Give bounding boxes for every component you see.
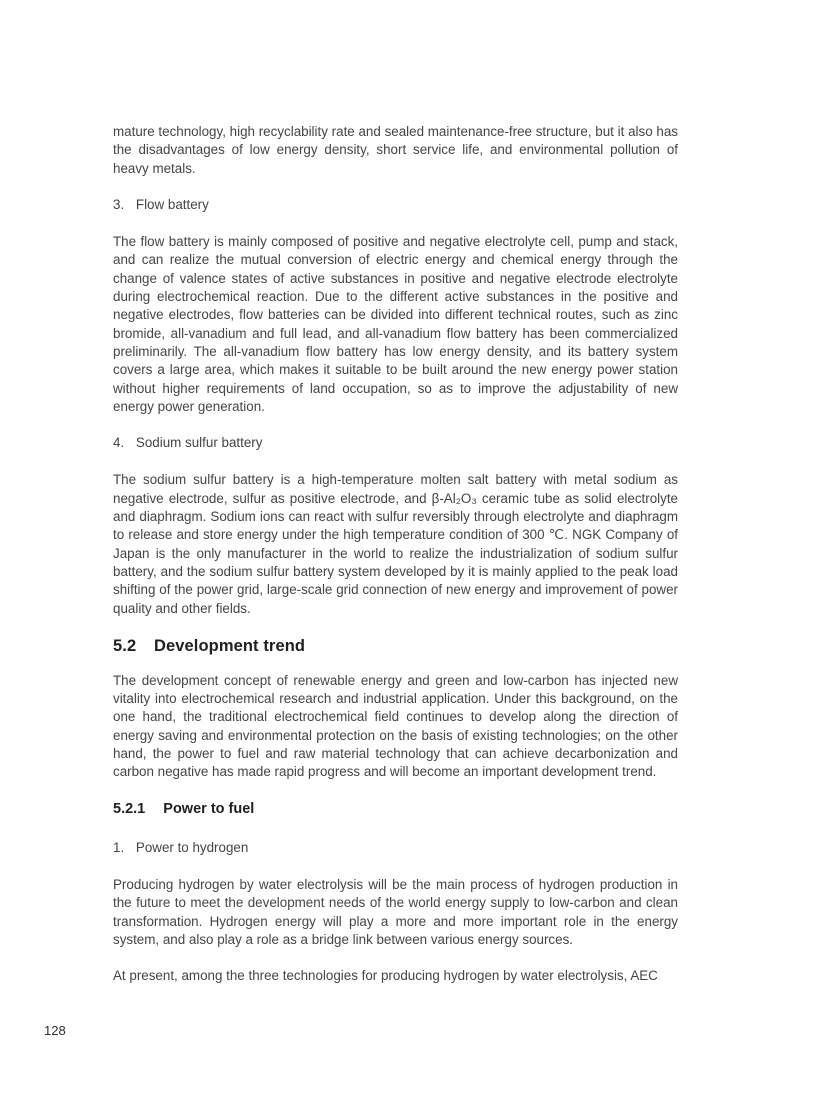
section-5-2-1-number: 5.2.1 — [113, 800, 146, 817]
flow-battery-subheading — [113, 196, 678, 214]
page-content — [113, 123, 678, 985]
section-5-2-title: Development trend — [153, 636, 306, 655]
sodium-sulfur-item-title: Sodium sulfur battery — [135, 435, 263, 451]
intro-paragraph: mature technology, high recyclability rate and sealed maintenance-free structure, but it also has the disadvantages of low energy density, short service life, and environmental pollution of heavy metals. — [113, 124, 678, 176]
section-5-2-number: 5.2 — [113, 636, 137, 655]
power-to-hydrogen-item-title: Power to hydrogen — [135, 839, 249, 855]
sodium-sulfur-subheading — [113, 434, 678, 452]
power-to-hydrogen-subheading — [113, 839, 678, 857]
section-5-2-1-heading — [113, 800, 678, 818]
flow-battery-paragraph: The flow battery is mainly composed of positive and negative electrolyte cell, pump and stack, and can realize the mutual conversion of electric energy and chemical energy through the change of valence states of active substances in positive and negative electrode electrolyte during electrochemical reaction. Due to the different active substances in the positive and negative electrodes, flow batteries can be divided into different technical routes, such as zinc bromide, all-vanadium and full lead, and all-vanadium flow battery has been commercialized preliminarily. The all-vanadium flow battery has low energy density, and its battery system covers a large area, which makes it suitable to be built around the new energy power station without higher requirements of land occupation, so as to improve the adjustability of new energy power generation. — [113, 234, 678, 414]
page-number: 128 — [44, 1023, 66, 1038]
sodium-sulfur-paragraph: The sodium sulfur battery is a high-temperature molten salt battery with metal sodium as negative electrode, sulfur as positive electrode, and β-Al₂O₃ ceramic tube as solid electrolyte and diaphragm. Sodium ions can react with sulfur reversibly through electrolyte and diaphragm to release and store energy under the high temperature condition of 300 ℃. NGK Company of Japan is the only manufacturer in the world to realize the industrialization of sodium sulfur battery, and the sodium sulfur battery system developed by it is mainly applied to the peak load shifting of the power grid, large-scale grid connection of new energy and improvement of power quality and other fields. — [113, 472, 678, 616]
section-5-2-heading — [113, 636, 678, 656]
flow-battery-item-title: Flow battery — [135, 196, 209, 212]
sodium-sulfur-item-number: 4. — [113, 435, 125, 451]
power-to-hydrogen-paragraph-2: At present, among the three technologies for producing hydrogen by water electrolysis, AEC — [113, 968, 658, 984]
development-trend-paragraph: The development concept of renewable energy and green and low-carbon has injected new vitality into electrochemical research and industrial application. Under this background, on the one hand, the traditional electrochemical field continues to develop along the direction of energy saving and environmental protection on the basis of existing technologies; on the other hand, the power to fuel and raw material technology that can achieve decarbonization and carbon negative has made rapid progress and will become an important development trend. — [113, 672, 678, 780]
flow-battery-item-number: 3. — [113, 196, 125, 212]
power-to-hydrogen-item-number: 1. — [113, 839, 125, 855]
power-to-hydrogen-paragraph: Producing hydrogen by water electrolysis will be the main process of hydrogen production in the future to meet the development needs of the world energy supply to low-carbon and clean transformation. Hydrogen energy will play a more and more important role in the energy system, and also play a role as a bridge link between various energy sources. — [113, 876, 678, 947]
section-5-2-1-title: Power to fuel — [163, 800, 255, 817]
